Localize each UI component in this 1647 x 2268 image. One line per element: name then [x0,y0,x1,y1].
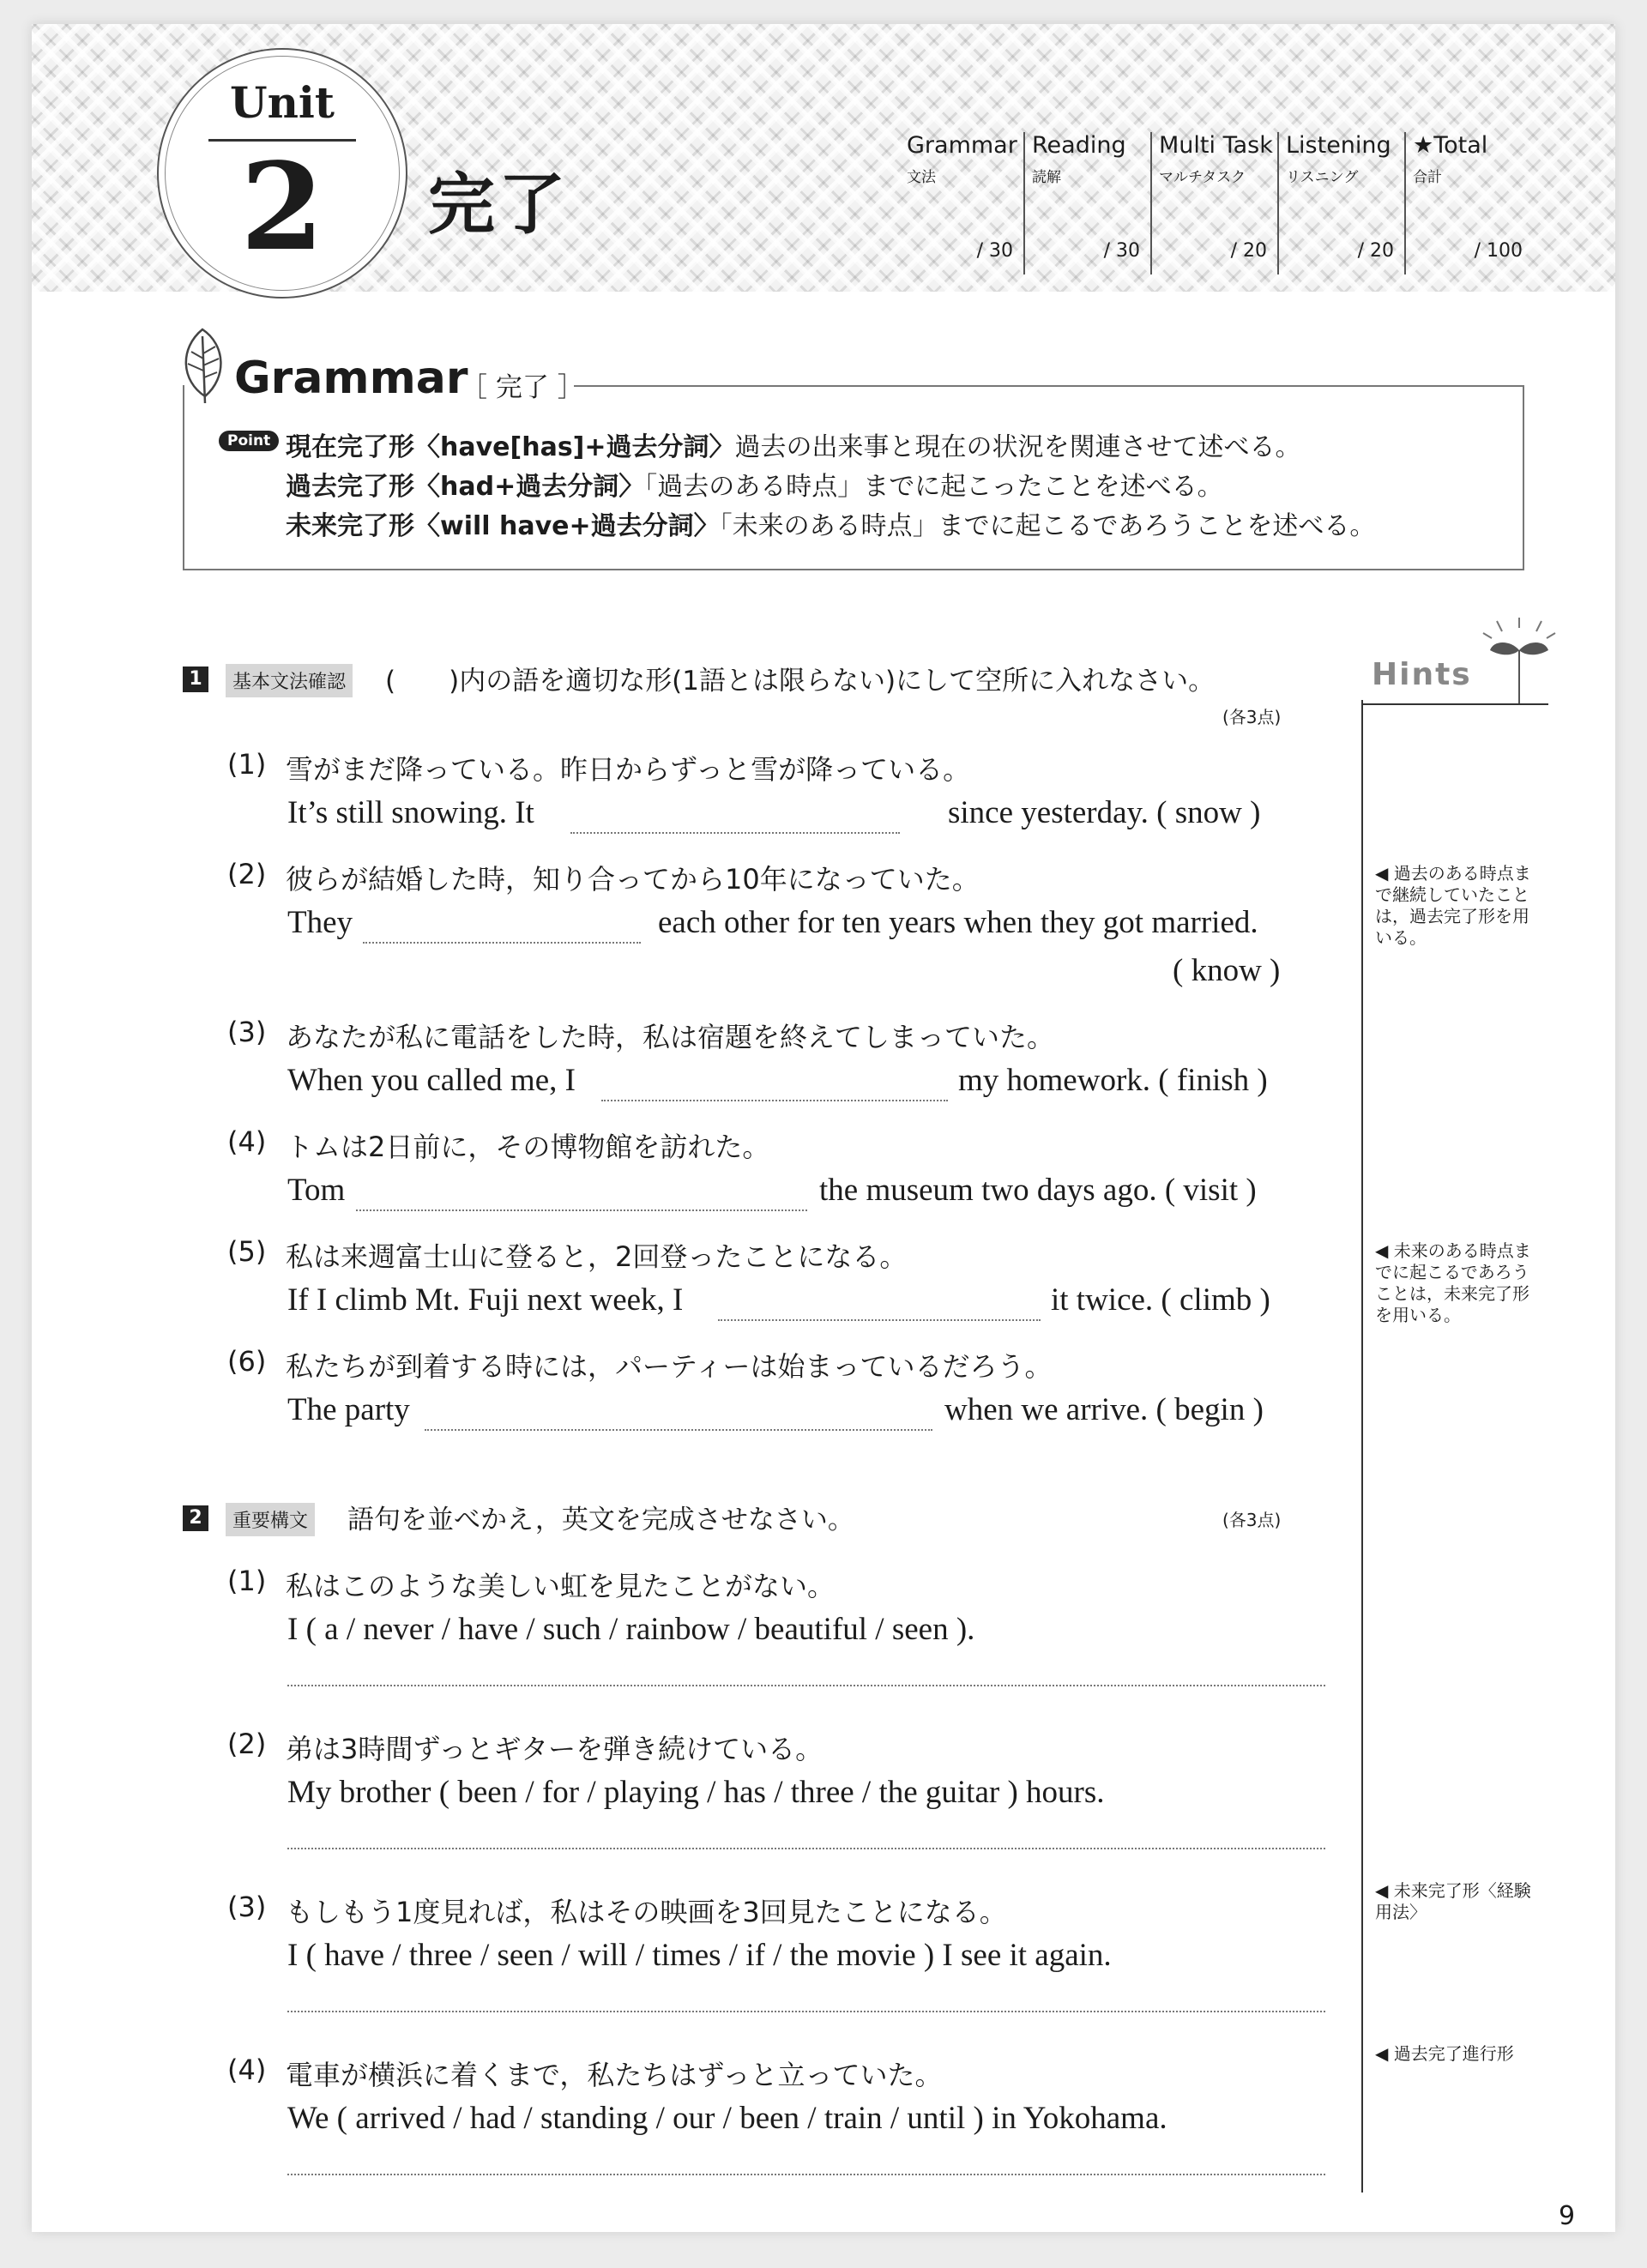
question-english: my homework. ( finish ) [958,1063,1268,1098]
score-max: / 20 [1357,240,1394,262]
question-english: it twice. ( climb ) [1051,1282,1270,1318]
hint-past-perfect: ◀ 過去のある時点まで継続していたことは，過去完了形を用いる。 [1375,863,1531,948]
question-number: (1) [227,748,267,781]
question-japanese: 電車が横浜に着くまで，私たちはずっと立っていた。 [286,2059,943,2091]
score-label-ja: 合計 [1413,169,1442,186]
unit-label: Unit [229,77,335,128]
score-table [900,132,1533,274]
unit-title: 完了 [428,166,570,244]
question-number: (3) [227,1016,267,1048]
question-japanese: 私たちが到着する時には，パーティーは始まっているだろう。 [286,1350,1053,1383]
question-english: My brother ( been / for / playing / has / three / the guitar ) hours. [287,1775,1105,1810]
unit-number: 2 [240,137,324,278]
answer-line[interactable] [287,1685,1325,1686]
answer-blank[interactable] [718,1319,1041,1321]
answer-blank[interactable] [570,832,900,834]
answer-blank[interactable] [601,1100,948,1101]
section-2-number: 2 [183,1505,208,1531]
score-max: / 30 [976,240,1013,262]
score-max: / 30 [1103,240,1140,262]
answer-line[interactable] [287,2011,1325,2012]
question-japanese: 彼らが結婚した時，知り合ってから10年になっていた。 [286,863,980,896]
point-line [286,425,1301,463]
score-label-ja: リスニング [1286,169,1359,186]
score-max: / 20 [1230,240,1267,262]
question-number: (1) [227,1565,267,1597]
question-english: I ( have / three / seen / will / times / if / the movie ) I see it again. [287,1938,1112,1973]
question-japanese: 私は来週富士山に登ると，2回登ったことになる。 [286,1240,908,1273]
grammar-subheading: ［ 完了 ］ [461,372,584,403]
question-japanese: 雪がまだ降っている。昨日からずっと雪が降っている。 [286,753,971,786]
score-multi-task [1152,132,1279,274]
point-desc: 「未来のある時点」までに起こるであろうことを述べる。 [719,511,1376,541]
question-english: They [287,905,353,940]
question-english: The party [287,1392,410,1427]
score-label: Grammar [907,132,1017,159]
hint-future-perfect: ◀ 未来のある時点までに起こるであろうことは，未来完了形を用いる。 [1375,1240,1531,1325]
question-number: (2) [227,1728,267,1760]
hint-future-perfect-experience: ◀ 未来完了形〈経験用法〉 [1375,1880,1531,1922]
question-english: when we arrive. ( begin ) [944,1392,1264,1427]
score-grammar [900,132,1025,274]
question-english: since yesterday. ( snow ) [948,795,1261,830]
score-label: ★Total [1413,132,1488,159]
answer-blank[interactable] [363,942,641,944]
question-english: When you called me, I [287,1063,576,1098]
unit-badge [157,48,407,299]
workbook-page [32,24,1615,2232]
question-japanese: もしもう1度見れば，私はその映画を3回見たことになる。 [286,1896,1007,1928]
point-line [286,465,1223,503]
point-term: 過去完了形〈had+過去分詞〉 [286,472,645,502]
question-english: the museum two days ago. ( visit ) [819,1173,1257,1208]
answer-line[interactable] [287,2174,1325,2175]
score-listening [1279,132,1406,274]
question-number: (5) [227,1235,267,1268]
answer-blank[interactable] [356,1209,807,1211]
section-1-tag: 基本文法確認 [226,664,353,697]
page-number: 9 [1559,2201,1576,2231]
question-english: Tom [287,1173,346,1208]
point-term: 未来完了形〈will have+過去分詞〉 [286,511,720,541]
question-english: ( know ) [1173,953,1281,988]
section-2-instruction: 語句を並べかえ，英文を完成させなさい。 [347,1505,854,1535]
score-label: Reading [1032,132,1126,159]
section-1-points: (各3点) [1222,707,1282,727]
question-english: I ( a / never / have / such / rainbow / beautiful / seen ). [287,1612,975,1647]
question-japanese: 私はこのような美しい虹を見たことがない。 [286,1570,836,1602]
question-english: We ( arrived / had / standing / our / been / train / until ) in Yokohama. [287,2101,1167,2136]
question-japanese: あなたが私に電話をした時，私は宿題を終えてしまっていた。 [286,1021,1055,1053]
question-english: each other for ten years when they got married. [658,905,1258,940]
point-desc: 過去の出来事と現在の状況を関連させて述べる。 [734,432,1301,462]
score-max: / 100 [1474,240,1523,262]
score-label-ja: 文法 [907,169,936,186]
point-line [286,504,1375,542]
question-number: (4) [227,2054,267,2086]
question-number: (4) [227,1125,267,1158]
question-japanese: 弟は3時間ずっとギターを弾き続けている。 [286,1733,824,1765]
section-1-number: 1 [183,667,208,692]
score-label: Listening [1286,132,1391,159]
point-desc: 「過去のある時点」までに起こったことを述べる。 [644,472,1223,502]
section-1-instruction: ( )内の語を適切な形(1語とは限らない)にして空所に入れなさい。 [385,666,1216,697]
answer-line[interactable] [287,1848,1325,1849]
point-term: 現在完了形〈have[has]+過去分詞〉 [286,432,735,462]
hints-title: Hints [1372,657,1472,692]
point-badge: Point [219,431,279,451]
answer-blank[interactable] [425,1429,932,1431]
question-english: If I climb Mt. Fuji next week, I [287,1282,684,1318]
score-total [1406,132,1533,274]
score-label-ja: 読解 [1032,169,1061,186]
score-label: Multi Task [1159,132,1273,159]
question-japanese: トムは2日前に，その博物館を訪れた。 [286,1131,770,1163]
section-2-points: (各3点) [1222,1510,1282,1530]
score-label-ja: マルチタスク [1159,169,1246,186]
hint-past-perfect-progressive: ◀ 過去完了進行形 [1375,2043,1514,2064]
section-2-tag: 重要構文 [226,1503,315,1536]
question-number: (2) [227,858,267,890]
question-english: It’s still snowing. It [287,795,534,830]
grammar-heading: Grammar [234,353,468,404]
question-number: (6) [227,1345,267,1378]
score-reading [1025,132,1152,274]
sprout-icon [1468,614,1571,709]
question-number: (3) [227,1891,267,1923]
